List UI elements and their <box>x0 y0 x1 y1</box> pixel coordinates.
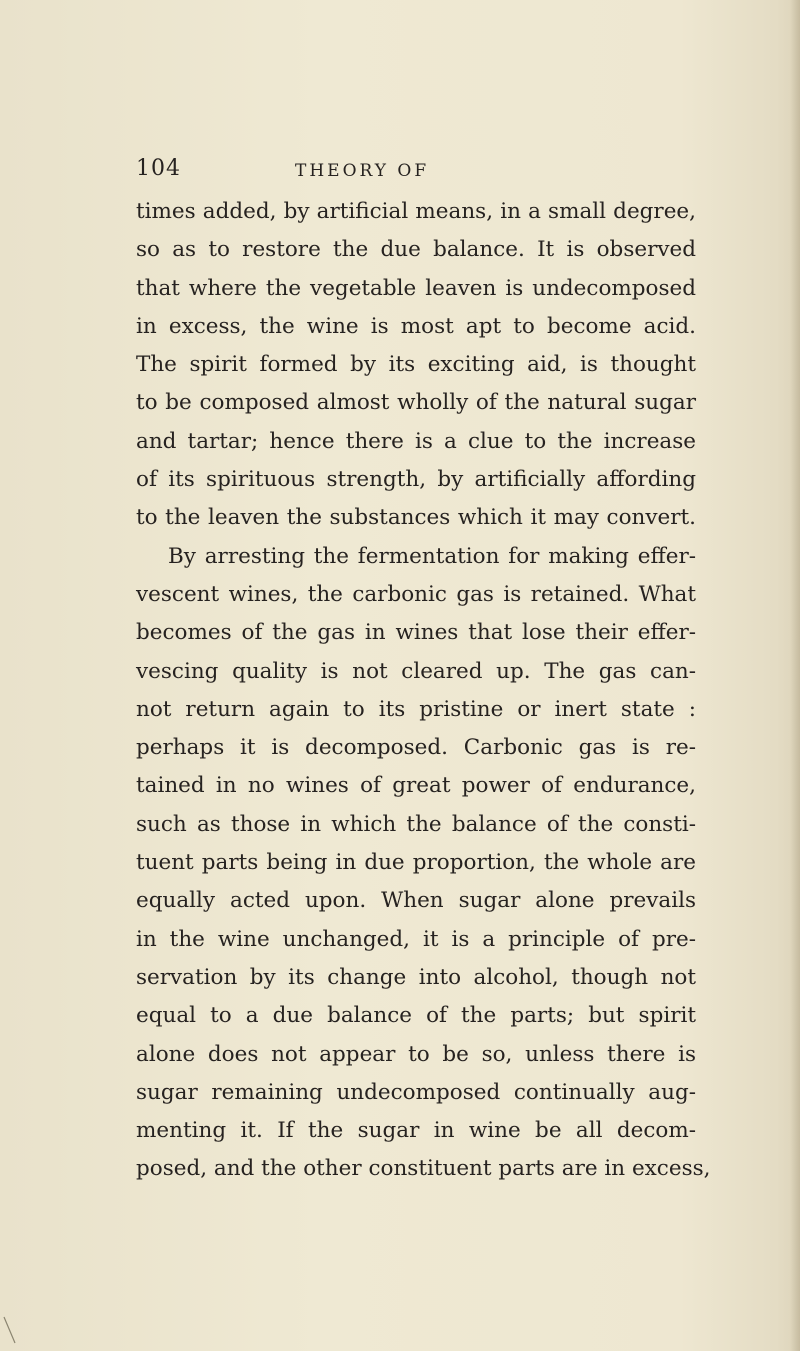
text-line: that where the vegetable leaven is undecomposed <box>136 275 696 301</box>
text-line: vescing quality is not cleared up. The gas can- <box>136 658 696 684</box>
text-line: becomes of the gas in wines that lose their effer- <box>136 620 696 646</box>
text-line: equal to a due balance of the parts; but spirit <box>136 1003 696 1029</box>
corner-pencil-mark <box>3 1315 17 1345</box>
body-paragraph <box>136 193 711 1189</box>
text-line: perhaps it is decomposed. Carbonic gas is re- <box>136 735 696 761</box>
text-line: times added, by artificial means, in a small degree, <box>136 199 696 224</box>
page-number: 104 <box>136 156 181 181</box>
text-line: equally acted upon. When sugar alone prevails <box>136 888 696 914</box>
text-line: By arresting the fermentation for making effer- <box>168 543 696 569</box>
text-line: and tartar; hence there is a clue to the increase <box>136 428 696 454</box>
text-line: vescent wines, the carbonic gas is retained. What <box>136 581 696 607</box>
page-edge-shadow <box>790 0 800 1351</box>
page-header <box>120 156 700 186</box>
running-title: THEORY OF <box>295 161 430 181</box>
text-line: in excess, the wine is most apt to become acid. <box>136 313 696 339</box>
text-line: alone does not appear to be so, unless there is <box>136 1041 696 1067</box>
text-line: to be composed almost wholly of the natural sugar <box>136 390 696 416</box>
text-line: to the leaven the substances which it may convert. <box>136 505 696 531</box>
text-line: not return again to its pristine or inert state : <box>136 696 696 722</box>
text-line: such as those in which the balance of the consti- <box>136 811 696 837</box>
text-line: menting it. If the sugar in wine be all decom- <box>136 1118 696 1144</box>
text-line: servation by its change into alcohol, though not <box>136 964 696 990</box>
text-line: in the wine unchanged, it is a principle of pre- <box>136 926 696 952</box>
text-line: tained in no wines of great power of endurance, <box>136 773 696 799</box>
text-line: The spirit formed by its exciting aid, is thought <box>136 352 696 378</box>
text-line: of its spirituous strength, by artificially affording <box>136 467 696 493</box>
text-line: tuent parts being in due proportion, the whole are <box>136 850 696 876</box>
text-line: sugar remaining undecomposed continually aug- <box>136 1079 696 1105</box>
text-line: so as to restore the due balance. It is observed <box>136 237 696 263</box>
text-line: posed, and the other constituent parts are in excess, <box>136 1156 711 1182</box>
